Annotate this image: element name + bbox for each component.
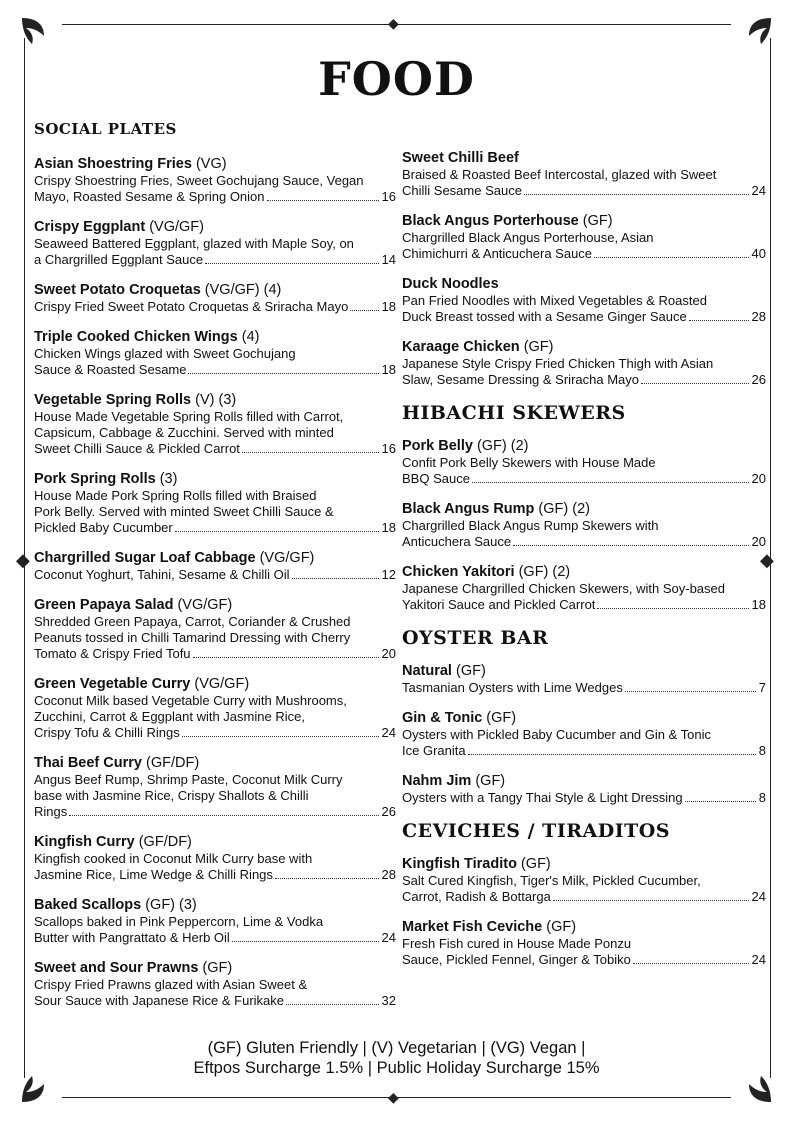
dish-title: Thai Beef Curry xyxy=(34,755,142,771)
dot-leader xyxy=(267,200,379,201)
dish-title: Natural xyxy=(402,663,452,679)
dot-leader xyxy=(69,815,378,816)
dish-price-line xyxy=(402,952,766,968)
menu-item xyxy=(34,597,396,662)
dish-name xyxy=(402,773,766,790)
bottom-ornament-icon: ◆ xyxy=(388,1090,399,1106)
dish-title: Green Vegetable Curry xyxy=(34,676,191,692)
dish-description: Chargrilled Black Angus Porterhouse, Asian xyxy=(402,230,654,245)
dish-price: 16 xyxy=(381,441,396,456)
dish-name xyxy=(402,150,766,167)
menu-item xyxy=(402,919,766,968)
dish-title: Asian Shoestring Fries xyxy=(34,156,192,172)
dish-price: 24 xyxy=(751,889,766,904)
dish-description: Duck Breast tossed with a Sesame Ginger Sauce xyxy=(402,309,687,324)
menu-list xyxy=(402,438,766,613)
dish-price-line xyxy=(402,372,766,388)
dietary-tag: (GF/DF) xyxy=(134,834,192,850)
dish-name xyxy=(34,156,396,173)
dietary-tag: (GF) xyxy=(578,213,613,229)
dish-title: Kingfish Tiradito xyxy=(402,856,517,872)
dish-name xyxy=(402,339,766,356)
dish-description: Japanese Chargrilled Chicken Skewers, with Soy-based xyxy=(402,581,725,596)
dish-description: Confit Pork Belly Skewers with House Made xyxy=(402,455,656,470)
section-heading: SOCIAL PLATES xyxy=(34,120,177,138)
dish-description: Japanese Style Crispy Fried Chicken Thigh with Asian xyxy=(402,356,714,371)
dish-title: Duck Noodles xyxy=(402,276,499,292)
dish-description: a Chargrilled Eggplant Sauce xyxy=(34,252,204,267)
menu-item xyxy=(402,773,766,806)
dish-title: Sweet Potato Croquetas xyxy=(34,282,201,298)
dish-price-line xyxy=(34,646,396,662)
dish-description: BBQ Sauce xyxy=(402,471,470,486)
left-column xyxy=(34,120,396,1023)
dish-price-line xyxy=(34,930,396,946)
dish-description: Jasmine Rice, Lime Wedge & Chilli Rings xyxy=(34,867,273,882)
dish-price: 16 xyxy=(381,189,396,204)
dish-description: Sour Sauce with Japanese Rice & Furikake xyxy=(34,993,285,1008)
dietary-tag: (V) (3) xyxy=(191,392,237,408)
dot-leader xyxy=(689,320,749,321)
dish-description: Sweet Chilli Sauce & Pickled Carrot xyxy=(34,441,240,456)
menu-item xyxy=(402,710,766,759)
menu-list xyxy=(34,156,396,1009)
dish-name xyxy=(34,676,396,693)
menu-item xyxy=(34,282,396,315)
dish-price: 26 xyxy=(751,372,766,387)
dish-description: Salt Cured Kingfish, Tiger's Milk, Pickled Cucumber, xyxy=(402,873,701,888)
dish-price: 24 xyxy=(751,183,766,198)
dot-leader xyxy=(350,310,378,311)
dish-price: 18 xyxy=(381,362,396,377)
dish-description: Rings xyxy=(34,804,68,819)
dish-price-line xyxy=(34,299,396,315)
dot-leader xyxy=(633,963,749,964)
dish-price: 18 xyxy=(381,520,396,535)
dot-leader xyxy=(292,578,379,579)
menu-item xyxy=(34,219,396,268)
dish-price-line xyxy=(34,252,396,268)
dietary-tag: (VG/GF) xyxy=(173,597,233,613)
dietary-tag: (GF) xyxy=(516,856,551,872)
dish-price-line xyxy=(34,567,396,583)
dot-leader xyxy=(685,801,756,802)
dot-leader xyxy=(193,657,379,658)
side-ornament-icon: ◆ xyxy=(16,550,30,571)
dish-price: 18 xyxy=(381,299,396,314)
dish-description: Pan Fried Noodles with Mixed Vegetables & Roasted xyxy=(402,293,707,308)
menu-item xyxy=(34,755,396,820)
dish-price: 26 xyxy=(381,804,396,819)
dish-name xyxy=(34,392,396,409)
dish-price-line xyxy=(34,804,396,820)
menu-item xyxy=(402,501,766,550)
dish-description: Sauce, Pickled Fennel, Ginger & Tobiko xyxy=(402,952,631,967)
dietary-tag: (VG/GF) (4) xyxy=(200,282,282,298)
top-ornament-icon: ◆ xyxy=(388,16,399,32)
dish-price-line xyxy=(402,597,766,613)
dietary-tag: (VG/GF) xyxy=(145,219,204,235)
dish-description: Anticuchera Sauce xyxy=(402,534,512,549)
dish-name xyxy=(402,710,766,727)
dish-name xyxy=(34,550,396,567)
menu-item xyxy=(34,960,396,1009)
dish-name xyxy=(34,897,396,914)
dish-price-line xyxy=(402,889,766,905)
dietary-tag: (GF/DF) xyxy=(141,755,200,771)
dietary-tag: (GF) xyxy=(482,710,517,726)
dish-description: Fresh Fish cured in House Made Ponzu xyxy=(402,936,632,951)
dot-leader xyxy=(594,257,749,258)
dish-description: Shredded Green Papaya, Carrot, Coriander & Crushed xyxy=(34,614,351,629)
dish-price-line xyxy=(34,189,396,205)
dish-title: Baked Scallops xyxy=(34,897,142,913)
dish-description: Coconut Milk based Vegetable Curry with Mushrooms, xyxy=(34,693,347,708)
menu-item xyxy=(402,564,766,613)
dish-description: Coconut Yoghurt, Tahini, Sesame & Chilli Oil xyxy=(34,567,290,582)
dish-description: Crispy Fried Sweet Potato Croquetas & Sriracha Mayo xyxy=(34,299,349,314)
dish-price-line xyxy=(402,790,766,806)
dish-description: Angus Beef Rump, Shrimp Paste, Coconut Milk Curry xyxy=(34,772,343,787)
menu-item xyxy=(402,856,766,905)
dish-price-line xyxy=(402,309,766,325)
dish-price-line xyxy=(34,867,396,883)
menu-item xyxy=(402,663,766,696)
dish-description: Ice Granita xyxy=(402,743,466,758)
dish-title: Market Fish Ceviche xyxy=(402,919,543,935)
dish-name xyxy=(34,960,396,977)
dish-price-line xyxy=(34,993,396,1009)
dish-description: Crispy Shoestring Fries, Sweet Gochujang Sauce, Vegan xyxy=(34,173,364,188)
dot-leader xyxy=(524,194,749,195)
dietary-tag: (VG/GF) xyxy=(190,676,250,692)
dish-description: Braised & Roasted Beef Intercostal, glazed with Sweet xyxy=(402,167,717,182)
dish-description: Chargrilled Black Angus Rump Skewers with xyxy=(402,518,659,533)
dot-leader xyxy=(641,383,749,384)
menu-item xyxy=(402,438,766,487)
dish-price: 18 xyxy=(751,597,766,612)
dish-price: 7 xyxy=(758,680,766,695)
dish-description: Chimichurri & Anticuchera Sauce xyxy=(402,246,593,261)
dish-name xyxy=(34,282,396,299)
dietary-tag: (GF) xyxy=(519,339,554,355)
section-heading: CEVICHES / TIRADITOS xyxy=(402,820,671,842)
dish-name xyxy=(402,564,766,581)
right-column xyxy=(402,150,766,982)
dot-leader xyxy=(597,608,748,609)
dish-title: Gin & Tonic xyxy=(402,710,483,726)
dish-title: Black Angus Rump xyxy=(402,501,535,517)
menu-item xyxy=(402,213,766,262)
dish-price-line xyxy=(402,471,766,487)
dish-price-line xyxy=(34,725,396,741)
dish-price: 24 xyxy=(381,725,396,740)
dish-description: Oysters with Pickled Baby Cucumber and Gin & Tonic xyxy=(402,727,712,742)
page-title: FOOD xyxy=(318,52,475,106)
side-ornament-icon: ◆ xyxy=(760,550,774,571)
dish-price: 40 xyxy=(751,246,766,261)
dish-price-line xyxy=(402,534,766,550)
dietary-tag: (GF) xyxy=(198,960,233,976)
dish-description: Slaw, Sesame Dressing & Sriracha Mayo xyxy=(402,372,639,387)
menu-item xyxy=(402,150,766,199)
legend-line: (GF) Gluten Friendly | (V) Vegetarian | (VG) Vegan | xyxy=(207,1039,586,1057)
dish-name xyxy=(402,438,766,455)
menu-list xyxy=(402,663,766,806)
dish-description: Crispy Fried Prawns glazed with Asian Sweet & xyxy=(34,977,308,992)
dish-title: Chargrilled Sugar Loaf Cabbage xyxy=(34,550,256,566)
dish-description: Peanuts tossed in Chilli Tamarind Dressing with Cherry xyxy=(34,630,351,645)
dot-leader xyxy=(468,754,756,755)
dish-title: Crispy Eggplant xyxy=(34,219,146,235)
dot-leader xyxy=(513,545,748,546)
dish-name xyxy=(34,755,396,772)
dish-title: Pork Belly xyxy=(402,438,473,454)
dish-description: Scallops baked in Pink Peppercorn, Lime & Vodka xyxy=(34,914,324,929)
dish-name xyxy=(402,856,766,873)
menu-item xyxy=(34,550,396,583)
menu-item xyxy=(34,471,396,536)
dietary-tag: (GF) (2) xyxy=(514,564,571,580)
dietary-tag: (VG/GF) xyxy=(255,550,315,566)
footer-legend xyxy=(0,1038,793,1078)
dish-description: base with Jasmine Rice, Crispy Shallots & Chilli xyxy=(34,788,309,803)
dish-description: Tasmanian Oysters with Lime Wedges xyxy=(402,680,623,695)
menu-item xyxy=(402,339,766,388)
dot-leader xyxy=(188,373,378,374)
dish-title: Kingfish Curry xyxy=(34,834,135,850)
dish-title: Vegetable Spring Rolls xyxy=(34,392,192,408)
dish-title: Chicken Yakitori xyxy=(402,564,515,580)
dot-leader xyxy=(175,531,379,532)
dish-name xyxy=(402,276,766,293)
dish-title: Sweet and Sour Prawns xyxy=(34,960,199,976)
dish-description: Sauce & Roasted Sesame xyxy=(34,362,187,377)
section-heading: OYSTER BAR xyxy=(402,627,549,649)
dish-name xyxy=(34,834,396,851)
dish-price: 14 xyxy=(381,252,396,267)
dish-title: Green Papaya Salad xyxy=(34,597,174,613)
menu-item xyxy=(34,156,396,205)
dish-name xyxy=(402,919,766,936)
dish-description: Pork Belly. Served with minted Sweet Chilli Sauce & xyxy=(34,504,334,519)
dish-price: 32 xyxy=(381,993,396,1008)
dish-title: Nahm Jim xyxy=(402,773,472,789)
surcharge-line: Eftpos Surcharge 1.5% | Public Holiday Surcharge 15% xyxy=(193,1059,600,1077)
dietary-tag: (VG) xyxy=(191,156,227,172)
dot-leader xyxy=(472,482,749,483)
dish-description: Seaweed Battered Eggplant, glazed with Maple Soy, on xyxy=(34,236,354,251)
dish-description: House Made Vegetable Spring Rolls filled with Carrot, xyxy=(34,409,344,424)
dish-description: Kingfish cooked in Coconut Milk Curry base with xyxy=(34,851,313,866)
dot-leader xyxy=(275,878,379,879)
dish-price-line xyxy=(34,362,396,378)
dish-price: 8 xyxy=(758,790,766,805)
dish-title: Pork Spring Rolls xyxy=(34,471,156,487)
corner-ornament-icon xyxy=(741,14,775,48)
dish-description: House Made Pork Spring Rolls filled with Braised xyxy=(34,488,317,503)
dot-leader xyxy=(286,1004,379,1005)
section-heading: HIBACHI SKEWERS xyxy=(402,402,626,424)
dish-price: 28 xyxy=(381,867,396,882)
dietary-tag: (GF) (3) xyxy=(141,897,197,913)
dietary-tag: (GF) xyxy=(542,919,577,935)
dish-price-line xyxy=(402,246,766,262)
dish-price-line xyxy=(402,743,766,759)
dish-description: Butter with Pangrattato & Herb Oil xyxy=(34,930,230,945)
corner-ornament-icon xyxy=(18,14,52,48)
dish-description: Oysters with a Tangy Thai Style & Light Dressing xyxy=(402,790,683,805)
dish-description: Crispy Tofu & Chilli Rings xyxy=(34,725,180,740)
dot-leader xyxy=(182,736,379,737)
dish-price: 24 xyxy=(381,930,396,945)
dish-name xyxy=(34,597,396,614)
dish-description: Zucchini, Carrot & Eggplant with Jasmine Rice, xyxy=(34,709,305,724)
dish-price-line xyxy=(402,680,766,696)
dish-price: 20 xyxy=(381,646,396,661)
menu-item xyxy=(34,676,396,741)
dish-price: 24 xyxy=(751,952,766,967)
menu-list xyxy=(402,856,766,968)
dish-price: 12 xyxy=(381,567,396,582)
dietary-tag: (4) xyxy=(237,329,260,345)
dish-name xyxy=(402,501,766,518)
menu-list xyxy=(402,150,766,388)
dish-description: Chilli Sesame Sauce xyxy=(402,183,522,198)
menu-item xyxy=(34,897,396,946)
menu-item xyxy=(34,392,396,457)
dietary-tag: (GF) xyxy=(471,773,506,789)
dish-price: 28 xyxy=(751,309,766,324)
dish-price-line xyxy=(402,183,766,199)
dish-description: Carrot, Radish & Bottarga xyxy=(402,889,551,904)
dish-name xyxy=(34,329,396,346)
dish-description: Tomato & Crispy Fried Tofu xyxy=(34,646,191,661)
dish-name xyxy=(34,471,396,488)
dish-description: Yakitori Sauce and Pickled Carrot xyxy=(402,597,596,612)
dietary-tag: (GF) (2) xyxy=(472,438,529,454)
dietary-tag: (GF) (2) xyxy=(534,501,590,517)
dish-title: Sweet Chilli Beef xyxy=(402,150,519,166)
dish-price-line xyxy=(34,520,396,536)
dish-name xyxy=(402,663,766,680)
dot-leader xyxy=(242,452,379,453)
dot-leader xyxy=(232,941,379,942)
dish-description: Pickled Baby Cucumber xyxy=(34,520,173,535)
dish-price: 8 xyxy=(758,743,766,758)
dot-leader xyxy=(553,900,749,901)
dish-description: Chicken Wings glazed with Sweet Gochujang xyxy=(34,346,296,361)
menu-item xyxy=(34,834,396,883)
dietary-tag: (GF) xyxy=(451,663,486,679)
dish-name xyxy=(402,213,766,230)
dish-description: Capsicum, Cabbage & Zucchini. Served with minted xyxy=(34,425,334,440)
menu-item xyxy=(34,329,396,378)
dish-title: Black Angus Porterhouse xyxy=(402,213,579,229)
dish-title: Triple Cooked Chicken Wings xyxy=(34,329,238,345)
menu-item xyxy=(402,276,766,325)
dot-leader xyxy=(205,263,378,264)
dish-price: 20 xyxy=(751,471,766,486)
dot-leader xyxy=(625,691,756,692)
dish-description: Mayo, Roasted Sesame & Spring Onion xyxy=(34,189,265,204)
dish-title: Karaage Chicken xyxy=(402,339,520,355)
dish-name xyxy=(34,219,396,236)
dietary-tag: (3) xyxy=(155,471,178,487)
dish-price-line xyxy=(34,441,396,457)
dish-price: 20 xyxy=(751,534,766,549)
